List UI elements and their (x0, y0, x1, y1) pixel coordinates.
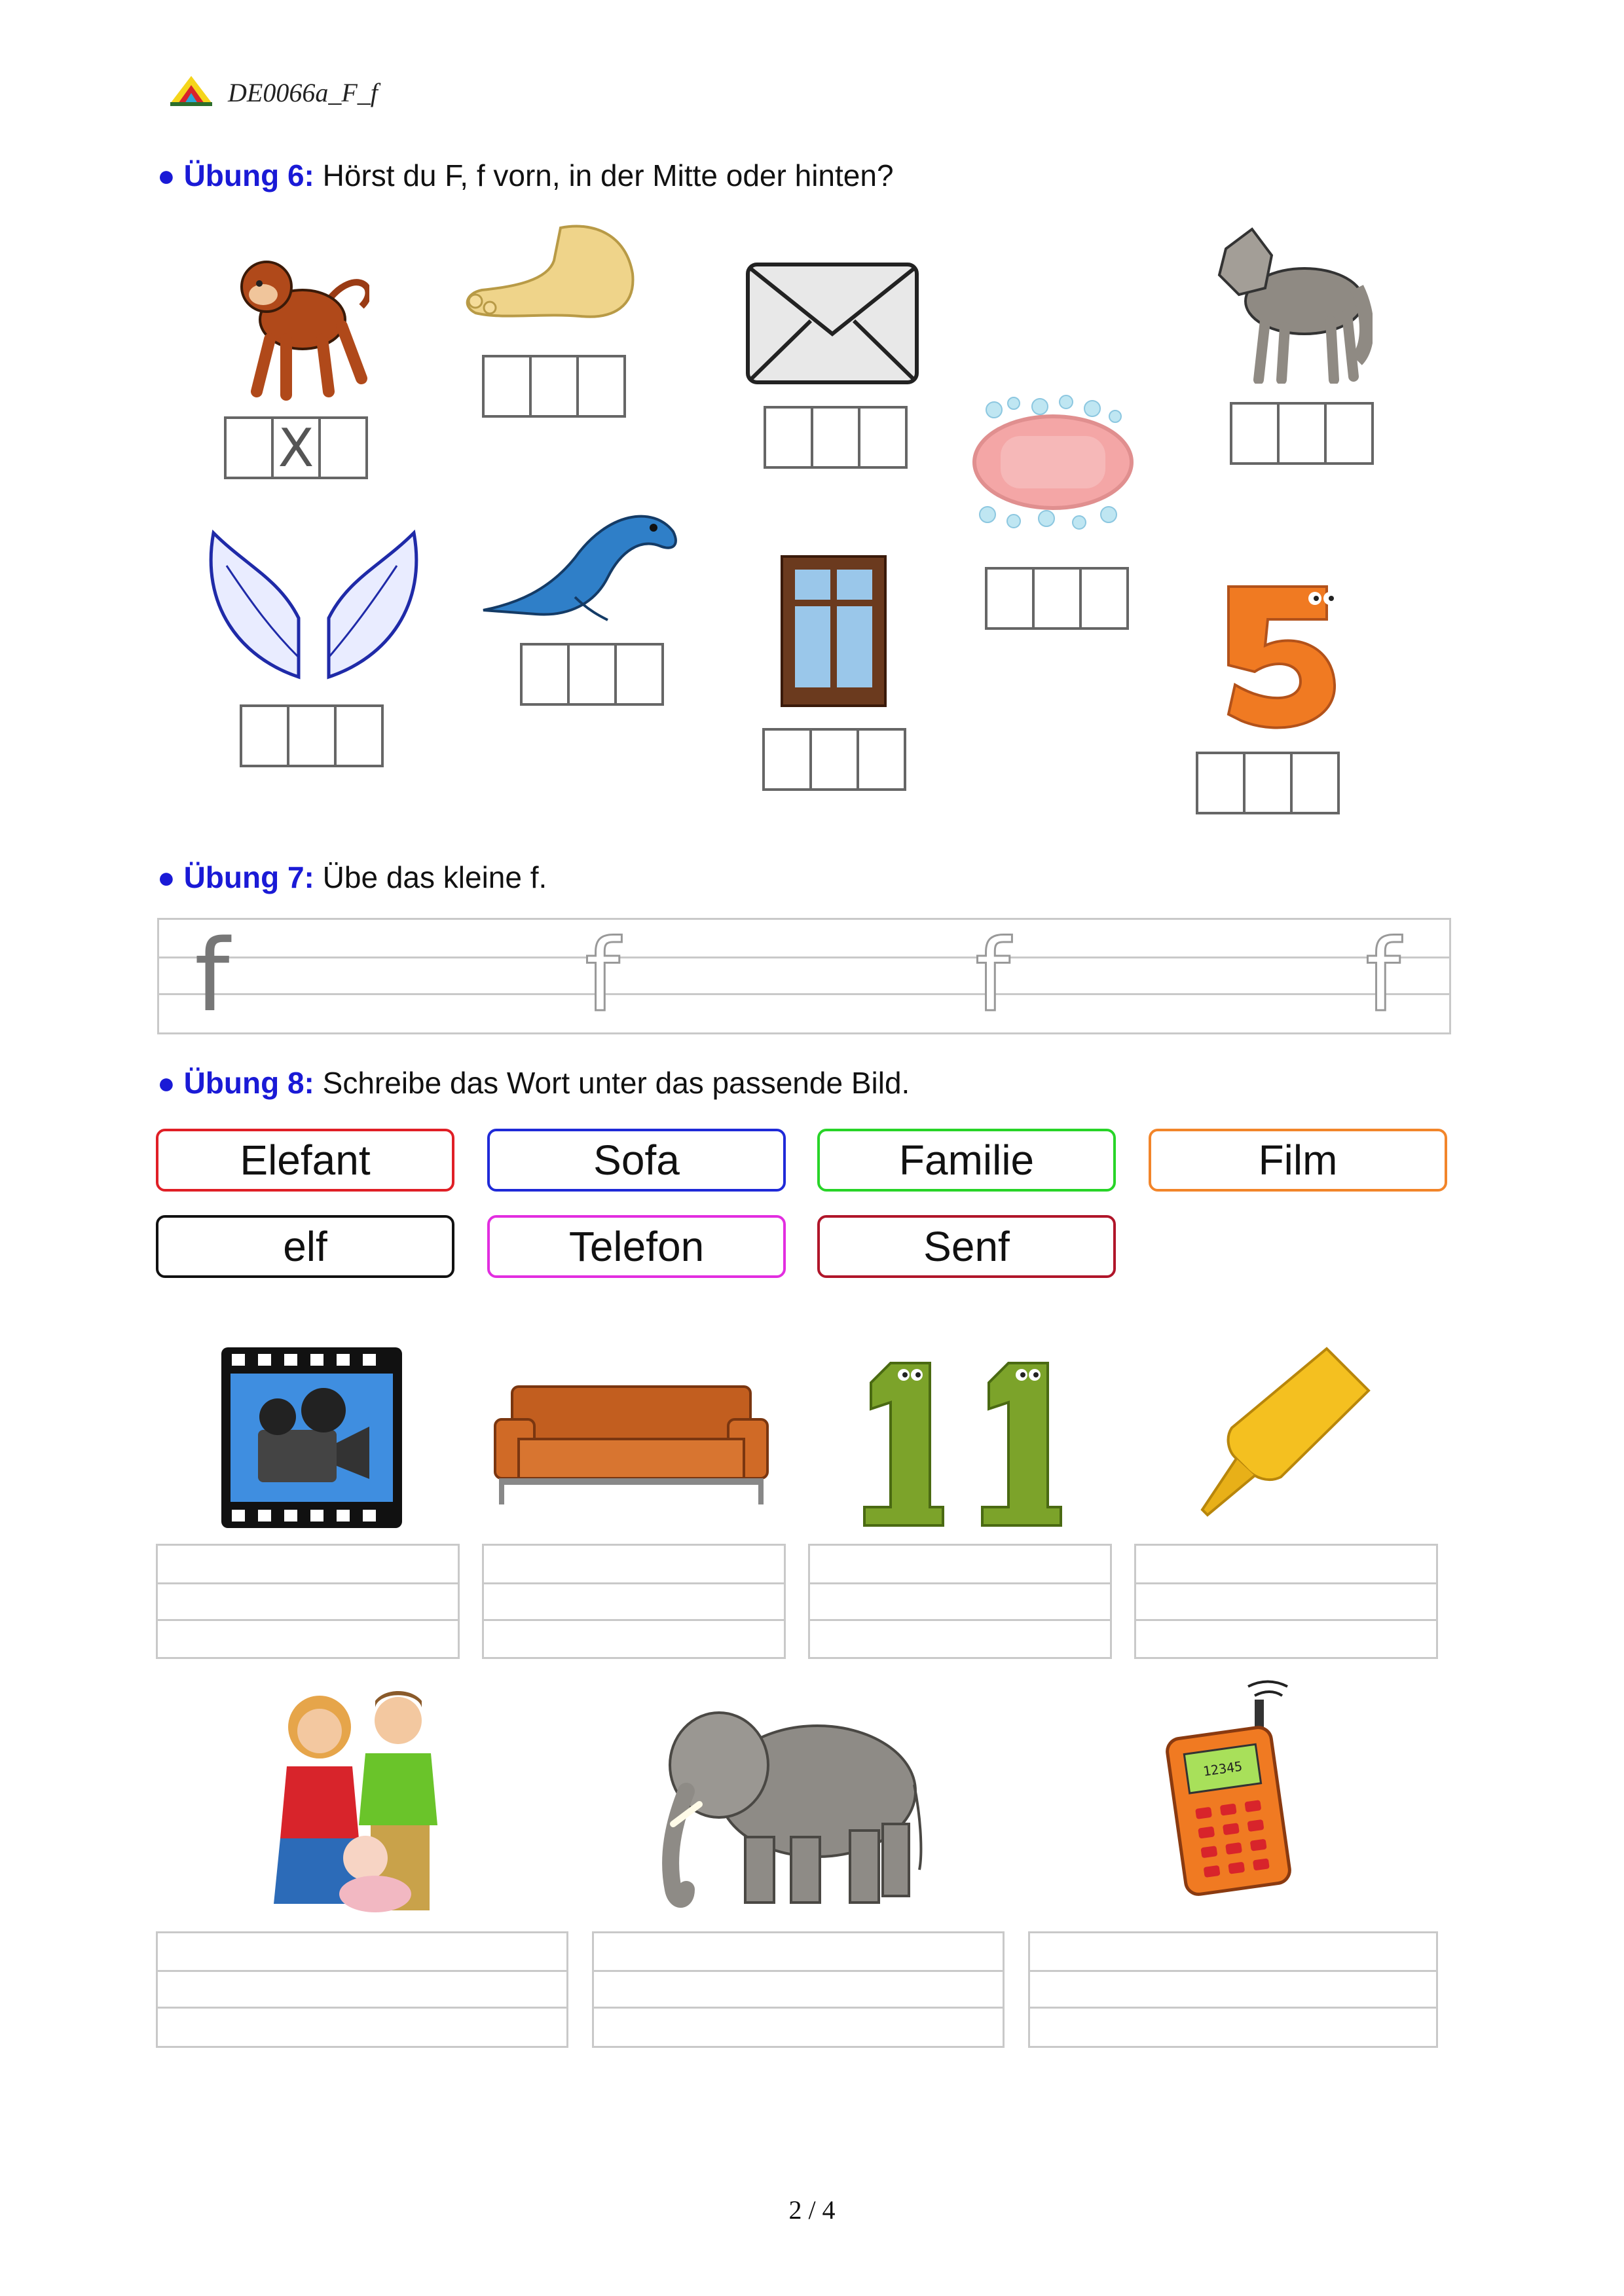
guide-line (810, 1619, 1110, 1621)
writing-lines-family[interactable] (156, 1931, 568, 2048)
writing-lines-sofa[interactable] (482, 1544, 786, 1659)
guide-line (1136, 1619, 1436, 1621)
exercise-6-instruction: Hörst du F, f vorn, in der Mitte oder hinten? (322, 158, 894, 192)
guide-line (810, 1582, 1110, 1584)
answer-boxes-window[interactable] (762, 728, 906, 791)
document-code: DE0066a_F_f (228, 78, 378, 107)
box-middle[interactable] (812, 731, 859, 788)
wolf-icon (1213, 223, 1373, 384)
guide-line (158, 1970, 566, 1972)
word-card-familie[interactable]: Familie (817, 1129, 1116, 1192)
answer-boxes-wolf[interactable] (1230, 402, 1374, 465)
box-front[interactable] (765, 731, 812, 788)
guide-line (484, 1619, 784, 1621)
box-front[interactable] (1198, 754, 1246, 812)
exercise-6-label: Übung 6: (183, 158, 314, 192)
word-card-senf[interactable]: Senf (817, 1215, 1116, 1278)
exercise-7-label: Übung 7: (183, 860, 314, 894)
bullet: ● (157, 860, 175, 894)
answer-boxes-envelope[interactable] (764, 406, 908, 469)
exercise-7-instruction: Übe das kleine f. (322, 860, 547, 894)
exercise-6-heading (157, 157, 894, 194)
guide-line (1030, 2007, 1436, 2009)
answer-boxes-soap[interactable] (985, 567, 1129, 630)
box-middle[interactable] (570, 646, 617, 703)
guide-line (159, 993, 1449, 995)
logo-icon (169, 73, 213, 106)
box-back[interactable] (1327, 405, 1371, 462)
box-middle[interactable] (813, 409, 860, 466)
exercise-8-instruction: Schreibe das Wort unter das passende Bild. (322, 1066, 910, 1100)
sofa-icon (492, 1374, 770, 1507)
answer-boxes-dolphin[interactable] (520, 643, 664, 706)
box-middle[interactable] (289, 707, 337, 765)
phone-icon (1163, 1680, 1307, 1897)
guide-line (158, 2007, 566, 2009)
guide-line (484, 1582, 784, 1584)
guide-line (1030, 1970, 1436, 1972)
page-number: 2 / 4 (788, 2195, 836, 2225)
box-middle[interactable] (1035, 570, 1082, 627)
soap-icon (968, 390, 1138, 533)
box-front[interactable] (1232, 405, 1280, 462)
word-card-sofa[interactable]: Sofa (487, 1129, 786, 1192)
answer-boxes-monkey[interactable] (224, 416, 368, 479)
tracing-lines[interactable] (157, 918, 1451, 1034)
dolphin-icon (477, 492, 684, 623)
film-camera-icon (219, 1345, 405, 1531)
box-back[interactable] (1082, 570, 1126, 627)
box-middle[interactable] (1246, 754, 1293, 812)
writing-lines-phone[interactable] (1028, 1931, 1438, 2048)
guide-line (158, 1582, 458, 1584)
writing-lines-elephant[interactable] (592, 1931, 1005, 2048)
writing-lines-eleven[interactable] (808, 1544, 1112, 1659)
writing-lines-mustard[interactable] (1134, 1544, 1438, 1659)
box-back[interactable] (860, 409, 905, 466)
trace-letter: f (975, 918, 1010, 1034)
word-card-elf[interactable]: elf (156, 1215, 454, 1278)
mustard-bottle-icon (1196, 1346, 1373, 1518)
box-back[interactable] (321, 419, 365, 477)
answer-boxes-foot[interactable] (482, 355, 626, 418)
bullet: ● (157, 158, 175, 192)
exercise-7-heading (157, 859, 547, 896)
exercise-8-label: Übung 8: (183, 1066, 314, 1100)
answer-boxes-five[interactable] (1196, 752, 1340, 814)
box-front[interactable] (987, 570, 1035, 627)
box-front[interactable] (242, 707, 289, 765)
trace-letter: f (1365, 918, 1401, 1034)
box-front[interactable] (485, 357, 532, 415)
box-back[interactable] (579, 357, 623, 415)
foot-icon (462, 221, 639, 326)
box-back[interactable] (859, 731, 904, 788)
box-back[interactable] (617, 646, 661, 703)
box-back[interactable] (1293, 754, 1337, 812)
number-five-icon (1215, 580, 1341, 735)
box-front[interactable] (523, 646, 570, 703)
trace-letter: f (585, 918, 620, 1034)
eleven-icon (851, 1357, 1063, 1528)
box-middle[interactable] (532, 357, 579, 415)
box-back[interactable] (337, 707, 381, 765)
window-icon (779, 554, 888, 708)
wings-icon (200, 526, 427, 683)
box-middle[interactable]: X (274, 419, 321, 477)
elephant-icon (660, 1693, 926, 1912)
word-card-telefon[interactable]: Telefon (487, 1215, 786, 1278)
guide-line (594, 2007, 1003, 2009)
word-card-film[interactable]: Film (1149, 1129, 1447, 1192)
envelope-icon (745, 262, 919, 385)
answer-boxes-wings[interactable] (240, 704, 384, 767)
box-front[interactable] (766, 409, 813, 466)
box-front[interactable] (227, 419, 274, 477)
box-middle[interactable] (1280, 405, 1327, 462)
guide-line (594, 1970, 1003, 1972)
writing-lines-film[interactable] (156, 1544, 460, 1659)
monkey-icon (231, 247, 369, 405)
example-letter: f (194, 918, 230, 1034)
guide-line (159, 957, 1449, 958)
word-card-elefant[interactable]: Elefant (156, 1129, 454, 1192)
exercise-8-heading (157, 1065, 910, 1101)
guide-line (1136, 1582, 1436, 1584)
family-icon (267, 1688, 460, 1925)
phone-display-text: 12345 (1202, 1758, 1244, 1779)
guide-line (158, 1619, 458, 1621)
bullet: ● (157, 1066, 175, 1100)
